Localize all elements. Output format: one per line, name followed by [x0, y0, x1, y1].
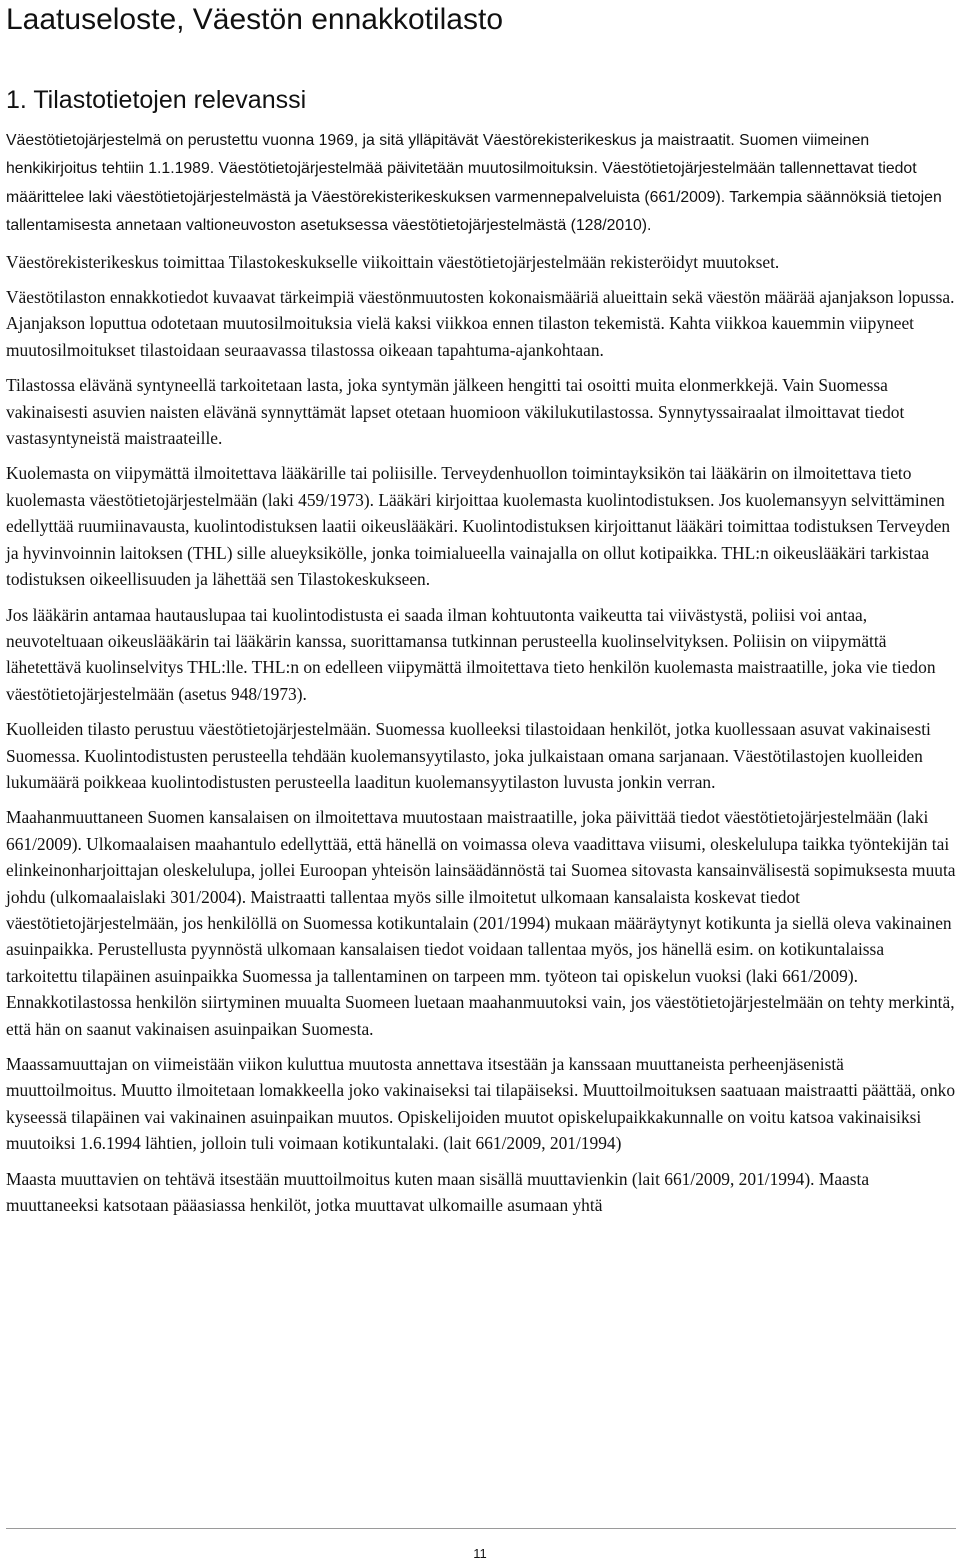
paragraph	[6, 460, 956, 592]
paragraph-text: Väestötilaston ennakkotiedot kuvaavat tärkeimpiä väestönmuutosten kokonaismääriä alueittain sekä väestön määrää ajanjakson lopussa. Ajanjakson loputtua odotetaan muutosilmoituksia vielä kaksi viikkoa ennen tilaston tekemistä. Kahta viikkoa kauemmin viipyneet muutosilmoitukset tilastoidaan seuraavassa tilastossa oikeaan tapahtuma-ajankohtaan.	[6, 287, 955, 360]
paragraph-text: Kuolleiden tilasto perustuu väestötietojärjestelmään. Suomessa kuolleeksi tilastoidaan henkilöt, jotka kuollessaan asuvat vakinaisesti Suomessa. Kuolintodistusten perusteella tehdään kuolemansyytilasto, joka julkaistaan omana sarjanaan. Väestötilastojen kuolleiden lukumäärä poikkeaa kuolintodistusten perusteella laaditun kuolemansyytilaston luvusta jonkin verran.	[6, 719, 931, 792]
paragraph-text: Maassamuuttajan on viimeistään viikon kuluttua muutosta annettava itsestään ja kanssaan muuttaneista perheenjäsenistä muuttoilmoitus. Muutto ilmoitetaan lomakkeella joko vakinaiseksi tai tilapäiseksi. Muuttoilmoituksen saatuaan maistraatti päättää, onko kyseessä tilapäinen vai vakinainen asuinpaikan muutos. Opiskelijoiden muutot opiskelupaikkakunnalle on voitu katsoa vakinaisiksi muutoiksi 1.6.1994 lähtien, jolloin tuli voimaan kotikuntalaki. (lait 661/2009, 201/1994)	[6, 1054, 956, 1154]
paragraph	[6, 284, 956, 363]
paragraph	[6, 716, 956, 795]
footer-divider	[6, 1528, 956, 1529]
paragraph-text: Jos lääkärin antamaa hautauslupaa tai kuolintodistusta ei saada ilman kohtuutonta vaikeutta tai viivästystä, poliisi voi antaa, neuvoteltuaan oikeuslääkärin tai lääkärin kanssa, suorittamansa tutkinnan perusteella kuolinselvityksen. Poliisin on viipymättä lähetettävä kuolinselvitys THL:lle. THL:n on edelleen viipymättä ilmoitettava tieto henkilön kuolemasta maistraatille, joka vie tiedon väestötietojärjestelmään (asetus 948/1973).	[6, 604, 936, 704]
paragraph-text: Väestörekisterikeskus toimittaa Tilastokeskukselle viikoittain väestötietojärjestelmään rekisteröidyt muutokset.	[6, 251, 780, 272]
paragraph	[6, 1051, 956, 1157]
paragraph	[6, 126, 956, 240]
section-heading: 1. Tilastotietojen relevanssi	[6, 86, 307, 114]
paragraph	[6, 372, 956, 451]
page-number: 11	[473, 1546, 487, 1561]
paragraph	[6, 804, 956, 1042]
paragraph-text: Kuolemasta on viipymättä ilmoitettava lääkärille tai poliisille. Terveydenhuollon toimintayksikön tai lääkärin on ilmoitettava tieto kuolemasta väestötietojärjestelmään (laki 459/1973). Lääkäri kirjoittaa kuolemasta kuolintodistuksen. Jos kuolemansyyn selvittäminen edellyttää ruumiinavausta, kuolintodistuksen laatii oikeuslääkäri. Kuolintodistuksen kirjoittanut lääkäri toimittaa todistuksen Terveyden ja hyvinvoinnin laitoksen (THL) sille alueyksikölle, jonka toimialueella vainajalla on ollut kotipaikka. THL:n oikeuslääkäri tarkistaa todistuksen oikeellisuuden ja lähettää sen Tilastokeskukseen.	[6, 463, 951, 590]
paragraph	[6, 602, 956, 708]
paragraph	[6, 1166, 956, 1219]
paragraph-text: Tilastossa elävänä syntyneellä tarkoitetaan lasta, joka syntymän jälkeen hengitti tai osoitti muita elonmerkkejä. Vain Suomessa vakinaisesti asuvien naisten elävänä synnyttämät lapset otetaan huomioon väkilukutilastossa. Synnytyssairaalat ilmoittavat tiedot vastasyntyneistä maistraateille.	[6, 375, 905, 449]
paragraph-text: Maahanmuuttaneen Suomen kansalaisen on ilmoitettava muutostaan maistraatille, joka päivittää tiedot väestötietojärjestelmään (laki 661/2009). Ulkomaalaisen maahantulo edellyttää, että hänellä on voimassa oleva vaadittava viisumi, oleskelulupa taikka työntekijän tai elinkeinonharjoittajan oleskelulupa, jollei Euroopan yhteisön lainsäädännöstä tai Suomea sitovasta kansainvälisestä sopimuksesta muuta johdu (ulkomaalaislaki 301/2004). Maistraatti tallentaa myös sille ilmoitetut ulkomaan kansalaista koskevat tiedot väestötietojärjestelmään, jos henkilöllä on Suomessa kotikuntalain (201/1994) mukaan määräytynyt kotikunta ja siellä oleva vakinainen asuinpaikka. Perustellusta pyynnöstä ulkomaan kansalaisen tiedot voidaan tallentaa myös, jos hänellä esim. on kotikuntalaissa tarkoitettu tilapäinen asuinpaikka Suomessa ja tallentaminen on tarpeen mm. työteon tai opiskelun vuoksi (laki 661/2009). Ennakkotilastossa henkilön siirtyminen muualta Suomeen luetaan maahanmuutoksi vain, jos väestötietojärjestelmään on tehty merkintä, että hän on saanut vakinaisen asuinpaikan Suomesta.	[6, 807, 956, 1039]
paragraph-text: Maasta muuttavien on tehtävä itsestään muuttoilmoitus kuten maan sisällä muuttavienkin (lait 661/2009, 201/1994). Maasta muuttaneeksi katsotaan pääasiassa henkilöt, jotka muuttavat ulkomaille asumaan yhtä	[6, 1168, 870, 1216]
paragraph-text-sans: Väestötietojärjestelmä on perustettu vuonna 1969, ja sitä ylläpitävät Väestörekisterikeskus ja maistraatit. Suomen viimeinen henkikirjoitus tehtiin 1.1.1989. Väestötietojärjestelmää päivitetään muutosilmoituksin. Väestötietojärjestelmään tallennettavat tiedot määrittelee laki väestötietojärjestelmästä ja Väestörekisterikeskuksen varmennepalveluista (661/2009). Tarkempia säännöksiä tietojen tallentamisesta annetaan valtioneuvoston asetuksessa väestötietojärjestelmästä (128/2010).	[6, 132, 942, 235]
document-title: Laatuseloste, Väestön ennakkotilasto	[6, 3, 504, 36]
body-text	[6, 126, 956, 1227]
paragraph	[6, 249, 956, 275]
